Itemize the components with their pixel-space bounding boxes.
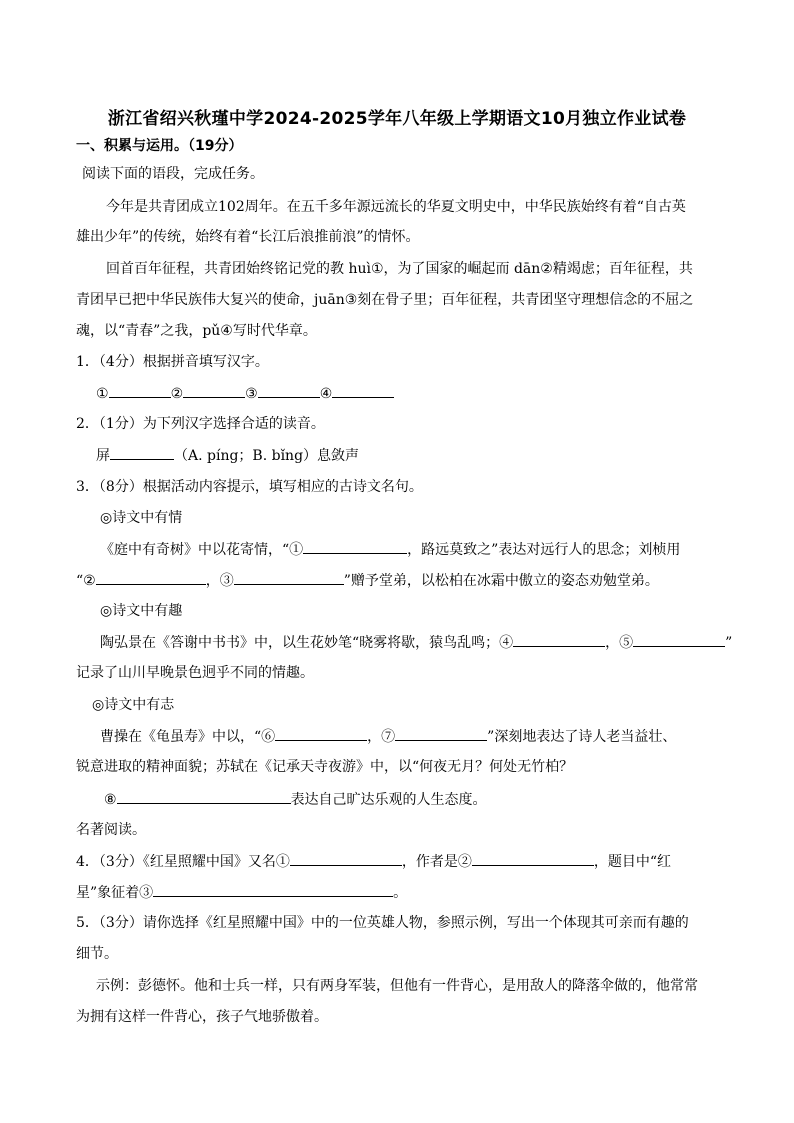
answer-blank[interactable] bbox=[472, 851, 594, 866]
text: ，③ bbox=[205, 573, 234, 589]
text: 表达自己旷达乐观的人生态度。 bbox=[290, 792, 487, 808]
subheading: ◎诗文中有情 bbox=[100, 510, 183, 526]
pinyin-options: （A. píng；B. bǐng）息敛声 bbox=[174, 448, 360, 464]
q3-row bbox=[100, 726, 676, 747]
q3-row: 记录了山川早晚景色迥乎不同的情趣。 bbox=[76, 665, 314, 681]
section-label: 名著阅读。 bbox=[76, 822, 146, 838]
text: 4．（3分）《红星照耀中国》又名① bbox=[76, 854, 290, 870]
passage-line: 雄出少年”的传统，始终有着“长江后浪推前浪”的情怀。 bbox=[76, 229, 420, 245]
text: 星”象征着③ bbox=[76, 885, 154, 901]
answer-blank[interactable] bbox=[290, 851, 402, 866]
answer-blank[interactable] bbox=[633, 632, 725, 647]
passage-line: 回首百年征程，共青团始终铭记党的教 huì①，为了国家的崛起而 dān②精竭虑；百年征程，共 bbox=[106, 261, 693, 277]
question-4-cont bbox=[76, 882, 407, 903]
text: ，⑤ bbox=[605, 635, 634, 651]
passage-line: 青团早已把中华民族伟大复兴的使命，juān③刻在骨子里；百年征程，共青团坚守理想信念的不屈之 bbox=[76, 292, 694, 308]
text: 《庭中有奇树》中以花寄情，“① bbox=[100, 542, 304, 558]
example-line: 示例：彭德怀。他和士兵一样，只有两身军装，但他有一件背心，是用敌人的降落伞做的，他常常 bbox=[96, 978, 698, 994]
marker: ② bbox=[170, 386, 184, 402]
question-3: 3．（8分）根据活动内容提示，填写相应的古诗文名句。 bbox=[76, 479, 423, 495]
q3-row: 锐意进取的精神面貌；苏轼在《记承天寺夜游》中，以“何夜无月？何处无竹柏？ bbox=[76, 759, 574, 775]
section-heading: 一、积累与运用。（19分） bbox=[76, 138, 243, 154]
text: ”深刻地表达了诗人老当益壮、 bbox=[487, 729, 677, 745]
text: ，路远莫致之”表达对远行人的思念；刘桢用 bbox=[407, 542, 681, 558]
answer-blank[interactable] bbox=[332, 383, 394, 398]
question-2: 2．（1分）为下列汉字选择合适的读音。 bbox=[76, 416, 325, 432]
q3-row bbox=[100, 539, 680, 560]
q1-answer-row bbox=[96, 383, 394, 404]
answer-blank[interactable] bbox=[110, 445, 174, 460]
q3-row bbox=[100, 632, 732, 653]
marker: ① bbox=[96, 386, 109, 402]
exam-title: 浙江省绍兴秋瑾中学2024-2025学年八年级上学期语文10月独立作业试卷 bbox=[107, 109, 687, 129]
subheading: ◎诗文中有趣 bbox=[100, 603, 183, 619]
answer-blank[interactable] bbox=[258, 383, 320, 398]
reading-intro: 阅读下面的语段，完成任务。 bbox=[82, 166, 264, 182]
text: ，作者是② bbox=[401, 854, 472, 870]
marker: ④ bbox=[319, 386, 333, 402]
question-1: 1．（4分）根据拼音填写汉字。 bbox=[76, 354, 269, 370]
answer-blank[interactable] bbox=[395, 726, 487, 741]
target-char: 屏 bbox=[96, 448, 110, 464]
passage-line: 今年是共青团成立102周年。在五千多年源远流长的华夏文明史中，中华民族始终有着“自古英 bbox=[106, 199, 686, 215]
answer-blank[interactable] bbox=[109, 383, 171, 398]
q2-answer-row bbox=[96, 445, 359, 466]
text: ”赠予堂弟，以松柏在冰霜中傲立的姿态劝勉堂弟。 bbox=[343, 573, 659, 589]
text: 曹操在《龟虽寿》中以，“⑥ bbox=[100, 729, 276, 745]
question-5-cont: 细节。 bbox=[76, 946, 118, 962]
passage-line: 魂，以“青春”之我，pǔ④写时代华章。 bbox=[76, 323, 317, 339]
answer-blank[interactable] bbox=[275, 726, 367, 741]
text: 陶弘景在《答谢中书书》中，以生花妙笔“晓雾将歇，猿鸟乱鸣；④ bbox=[100, 635, 514, 651]
example-line: 为拥有这样一件背心，孩子气地骄傲着。 bbox=[76, 1009, 328, 1025]
subheading: ◎诗文中有志 bbox=[92, 697, 175, 713]
answer-blank[interactable] bbox=[234, 570, 344, 585]
q3-row bbox=[104, 789, 487, 810]
answer-blank[interactable] bbox=[117, 789, 291, 804]
answer-blank[interactable] bbox=[183, 383, 245, 398]
answer-blank[interactable] bbox=[303, 539, 407, 554]
answer-blank[interactable] bbox=[96, 570, 206, 585]
text: ” bbox=[725, 635, 733, 651]
question-5: 5．（3分）请你选择《红星照耀中国》中的一位英雄人物，参照示例，写出一个体现其可亲而有趣的 bbox=[76, 915, 689, 931]
text: 。 bbox=[393, 885, 408, 901]
marker: ③ bbox=[245, 386, 258, 402]
text: ，⑦ bbox=[367, 729, 396, 745]
text: ，题目中“红 bbox=[593, 854, 671, 870]
question-4 bbox=[76, 851, 671, 872]
answer-blank[interactable] bbox=[513, 632, 605, 647]
q3-row bbox=[76, 570, 659, 591]
text: ⑧ bbox=[104, 792, 117, 808]
answer-blank[interactable] bbox=[153, 882, 393, 897]
text: “② bbox=[76, 573, 96, 589]
